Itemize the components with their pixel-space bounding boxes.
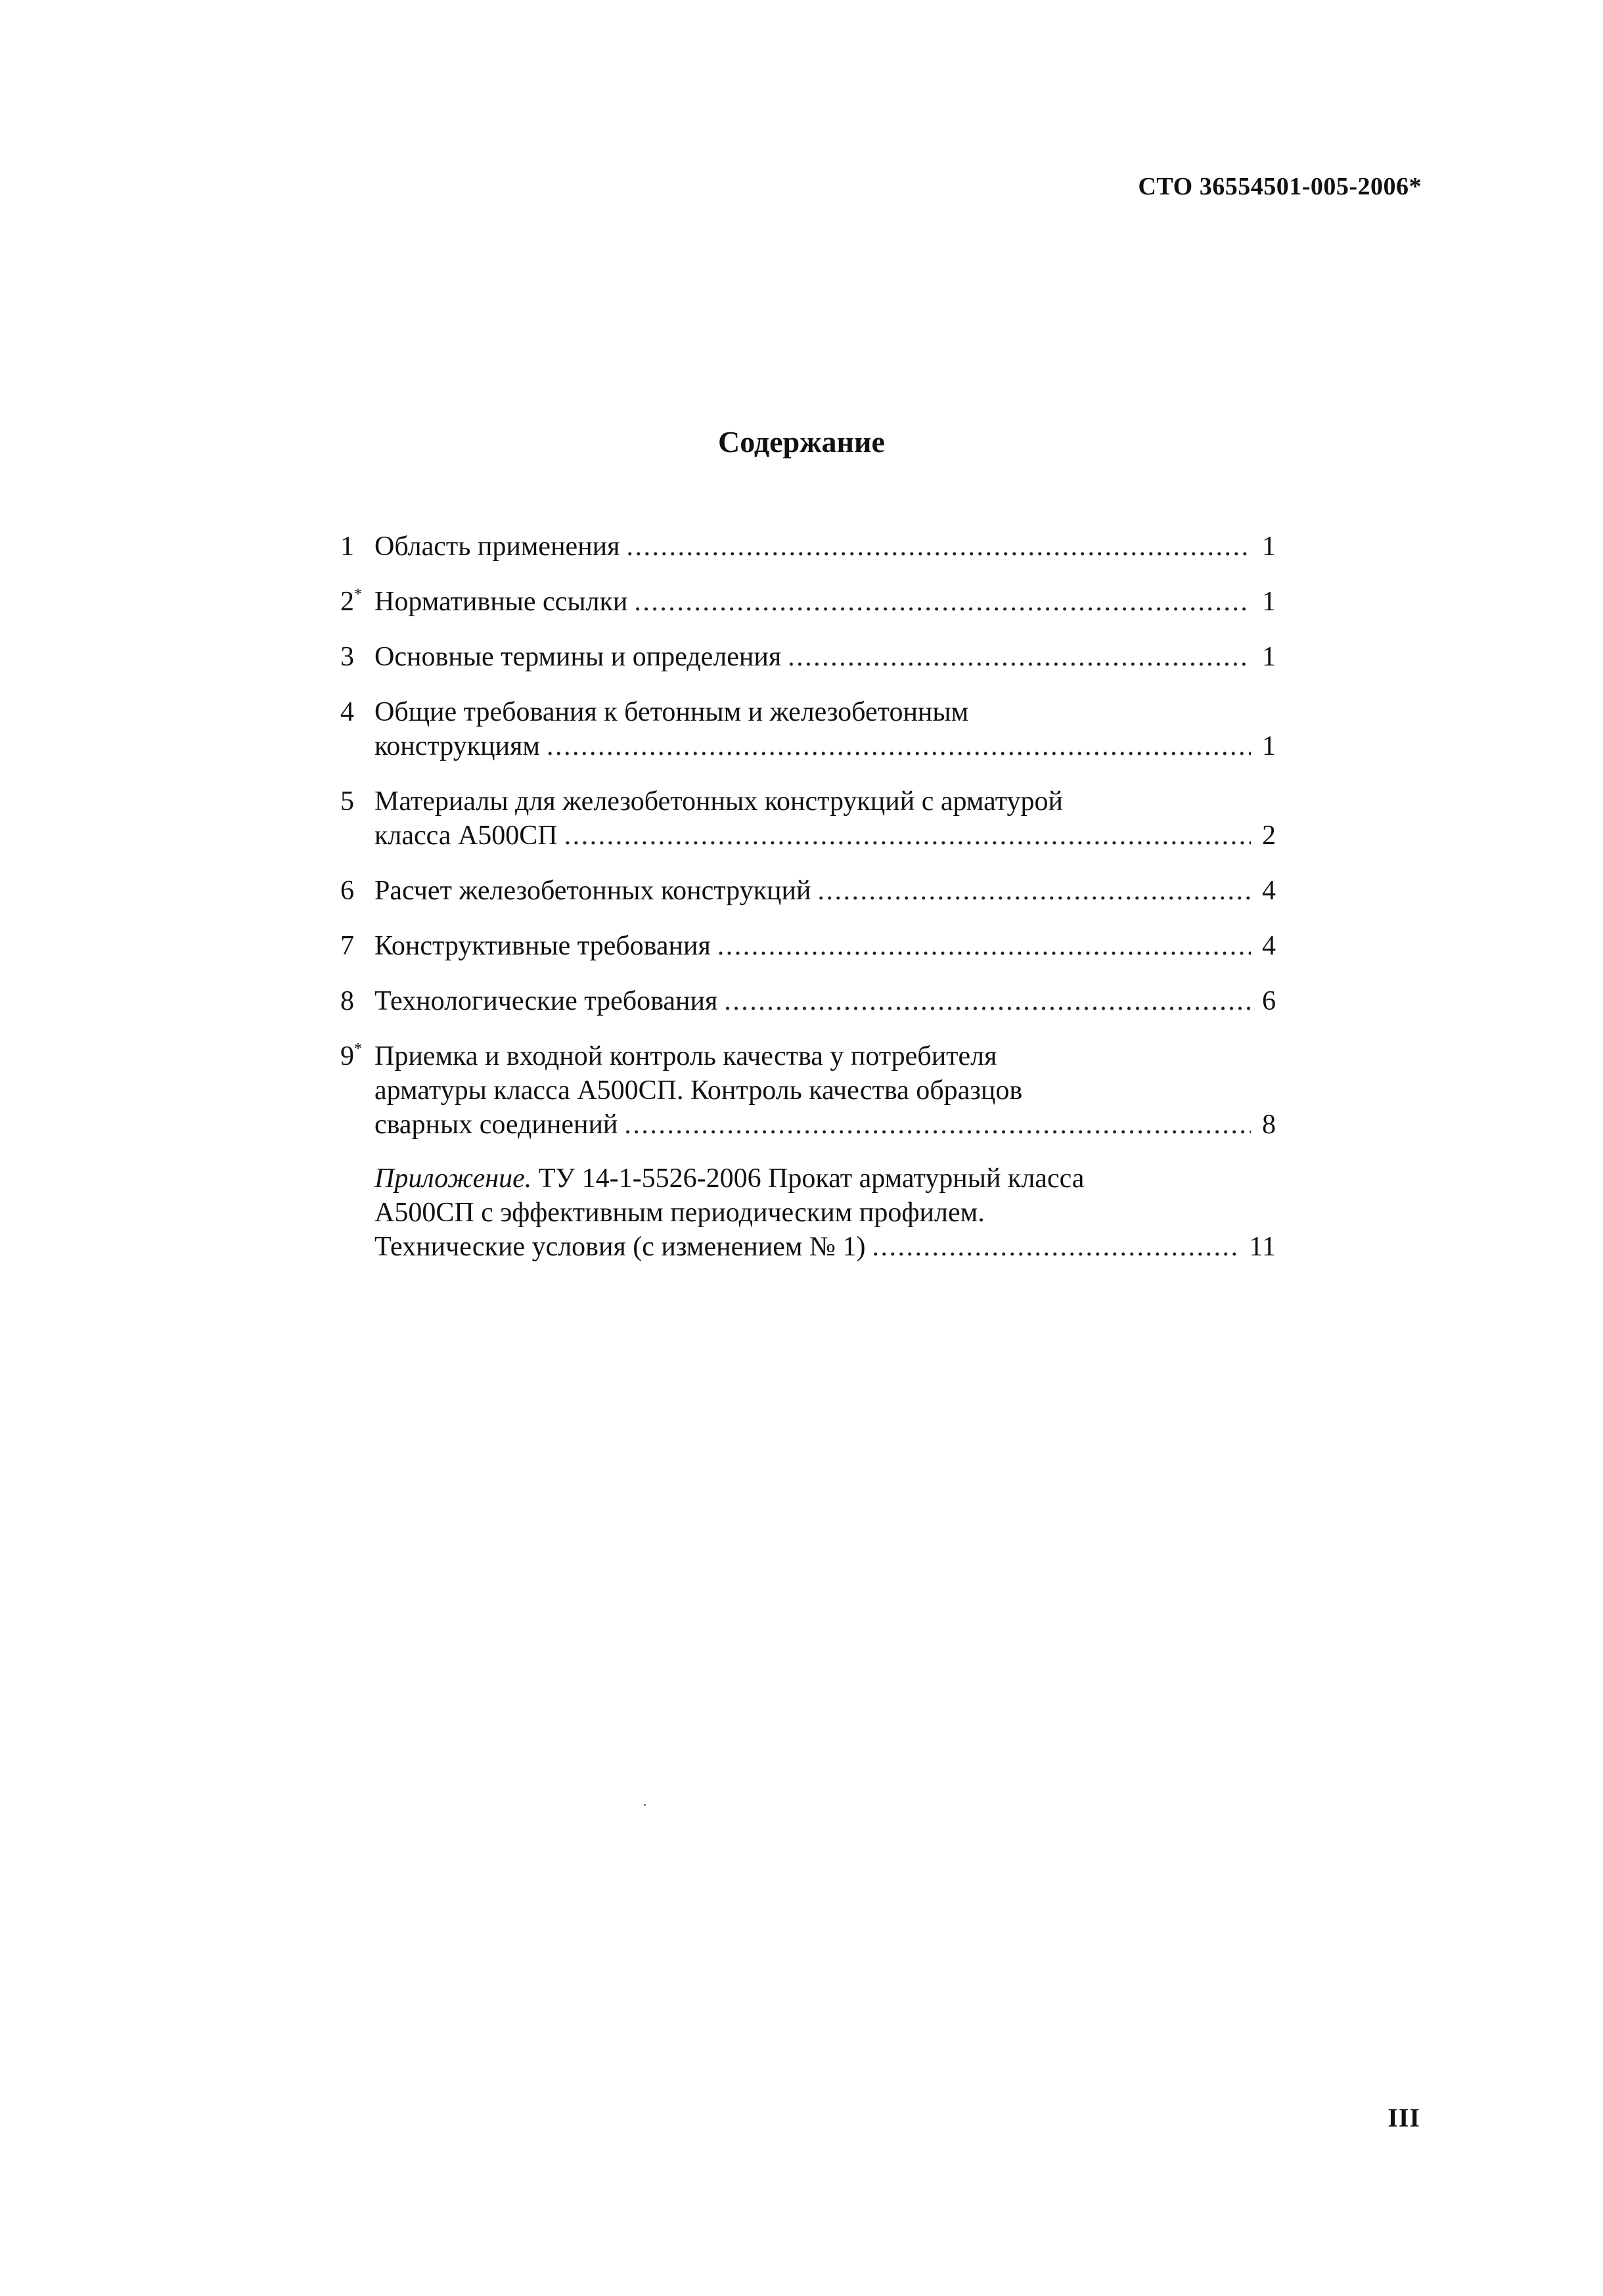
toc-entry-5[interactable] [340, 784, 1276, 853]
toc-entry-number: 2* [340, 586, 362, 617]
dot-leader [724, 984, 1251, 1018]
amendment-star: * [354, 1041, 362, 1058]
dot-leader [717, 929, 1251, 963]
toc-entry-number: 6 [340, 876, 354, 906]
toc-page-number: 4 [1262, 876, 1276, 906]
dot-leader [626, 529, 1251, 564]
toc-page-number: 4 [1262, 931, 1276, 961]
toc-entry-number: 7 [340, 931, 354, 961]
toc-entry-title-line: класса А500СП [374, 821, 558, 851]
toc-entry-title-line: Приемка и входной контроль качества у потребителя [374, 1041, 997, 1071]
toc-entry-title-line: Нормативные ссылки [374, 587, 628, 617]
toc-entry-2[interactable] [340, 585, 1276, 619]
dot-leader [788, 640, 1251, 674]
toc-page-number: 1 [1262, 587, 1276, 617]
toc-entry-title-line: Технологические требования [374, 986, 718, 1016]
toc-entry-number: 9* [340, 1041, 362, 1071]
dot-leader [624, 1108, 1251, 1142]
toc-entry-title-line: Область применения [374, 531, 620, 562]
toc-entry-9[interactable] [340, 1039, 1276, 1142]
table-of-contents [340, 529, 1276, 1264]
toc-entry-3[interactable] [340, 640, 1276, 674]
toc-entry-6[interactable] [340, 874, 1276, 908]
toc-entry-title-line: Материалы для железобетонных конструкций с арматурой [374, 786, 1064, 817]
dot-leader [634, 585, 1251, 619]
appendix-title-line-2: А500СП с эффективным периодическим профилем. [374, 1198, 985, 1228]
toc-entry-number: 5 [340, 786, 354, 817]
scan-speck [644, 1804, 646, 1806]
dot-leader [817, 874, 1251, 908]
toc-entry-7[interactable] [340, 929, 1276, 963]
toc-entry-title-line: Расчет железобетонных конструкций [374, 876, 811, 906]
toc-page-number: 1 [1262, 531, 1276, 562]
page-number: III [1388, 2103, 1420, 2132]
toc-entry-title-line: Конструктивные требования [374, 931, 711, 961]
toc-entry-title-line: Общие требования к бетонным и железобетонным [374, 697, 969, 727]
toc-entry-number: 8 [340, 986, 354, 1016]
toc-entry-8[interactable] [340, 984, 1276, 1018]
toc-page-number: 8 [1262, 1110, 1276, 1140]
toc-page-number: 6 [1262, 986, 1276, 1016]
toc-entry-number: 1 [340, 531, 354, 562]
toc-entry-number: 3 [340, 642, 354, 672]
toc-entry-1[interactable] [340, 529, 1276, 564]
appendix-title-line-3: Технические условия (с изменением № 1) [374, 1232, 866, 1262]
toc-page-number: 2 [1262, 821, 1276, 851]
toc-page-number: 1 [1262, 731, 1276, 761]
dot-leader [564, 819, 1251, 853]
toc-entry-title-line: сварных соединений [374, 1110, 618, 1140]
dot-leader [547, 729, 1251, 763]
toc-entry-title-line: арматуры класса А500СП. Контроль качества образцов [374, 1075, 1023, 1106]
toc-entry-4[interactable] [340, 695, 1276, 763]
toc-entry-title-line: Основные термины и определения [374, 642, 782, 672]
appendix-label: Приложение. [374, 1163, 532, 1194]
toc-entry-number: 4 [340, 697, 354, 727]
toc-page-number: 1 [1262, 642, 1276, 672]
toc-page-number: 11 [1249, 1232, 1276, 1262]
toc-entry-appendix[interactable] [340, 1161, 1276, 1264]
page-title: Содержание [718, 425, 885, 459]
document-code: СТО 36554501-005-2006* [1138, 173, 1422, 200]
amendment-star: * [354, 586, 362, 603]
appendix-title-line-1: ТУ 14-1-5526-2006 Прокат арматурный класса [531, 1163, 1085, 1194]
dot-leader [872, 1230, 1240, 1264]
toc-entry-title-line: конструкциям [374, 731, 540, 761]
